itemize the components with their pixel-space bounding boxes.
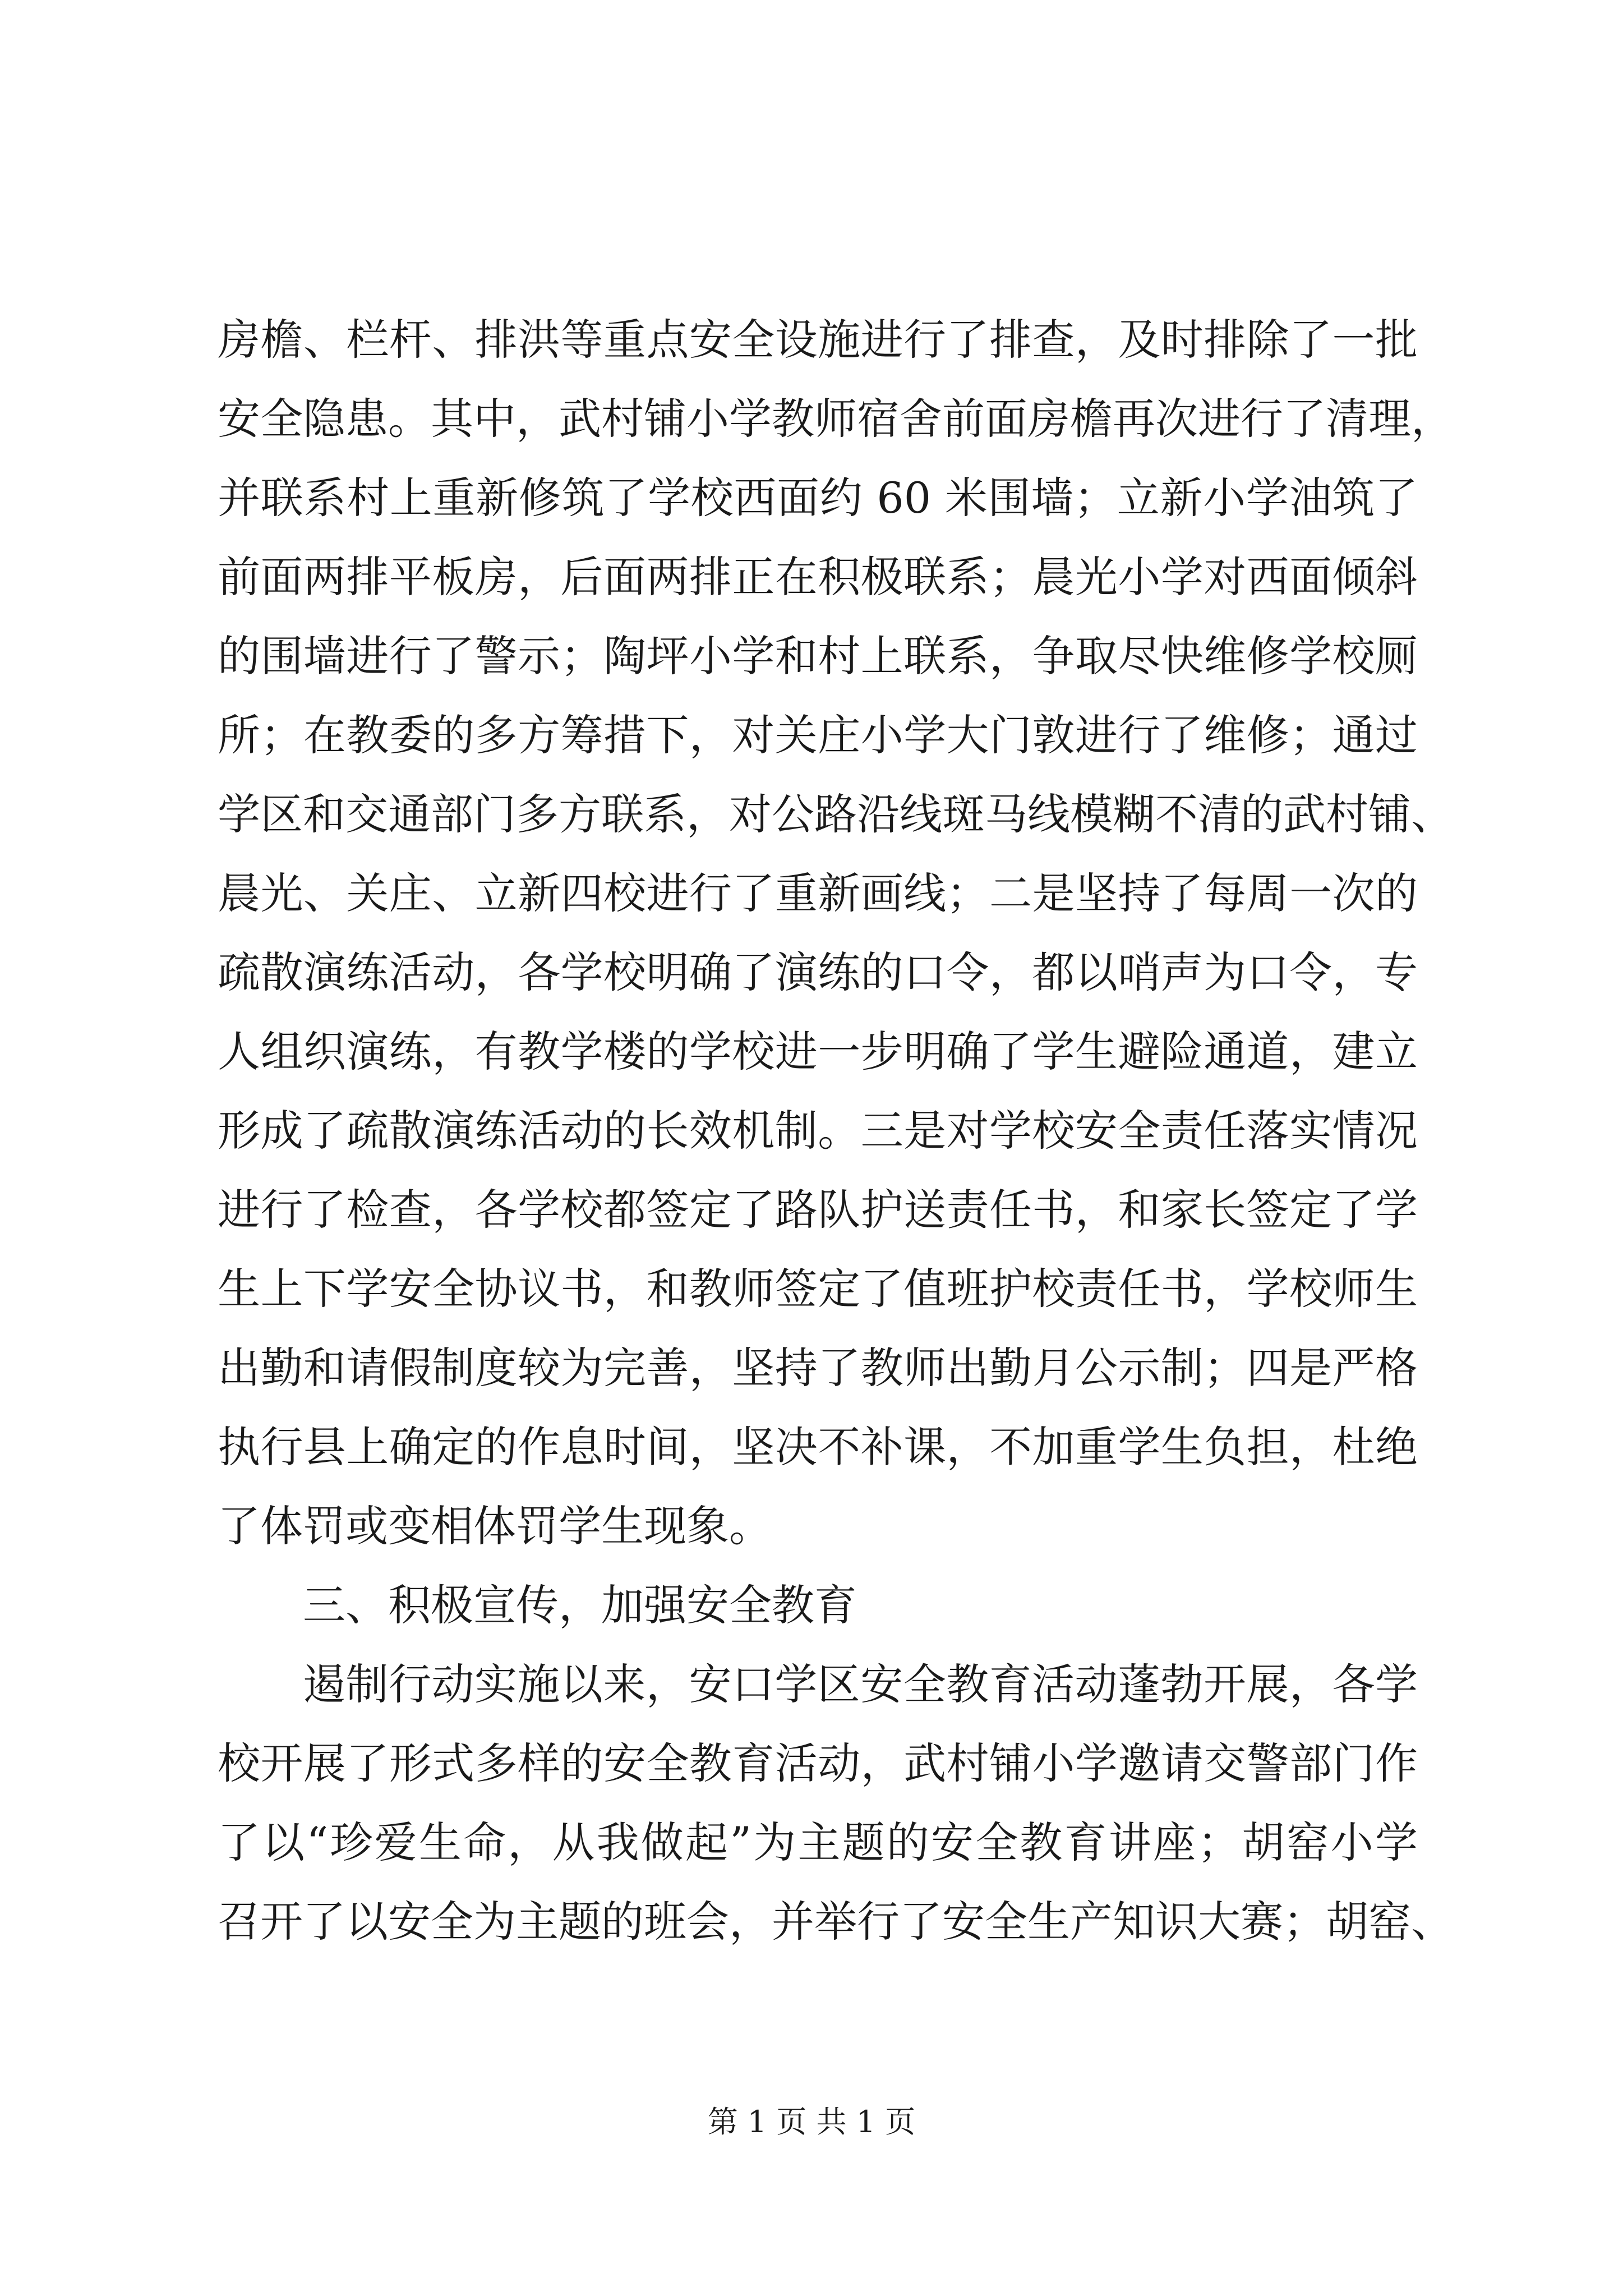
- text-line: 出勤和请假制度较为完善，坚持了教师出勤月公示制；四是严格: [218, 1343, 1418, 1393]
- text-line: 人组织演练，有教学楼的学校进一步明确了学生避险通道，建立: [218, 1027, 1418, 1076]
- text-line: 前面两排平板房，后面两排正在积极联系；晨光小学对西面倾斜: [218, 552, 1418, 602]
- text-line: 所；在教委的多方筹措下，对关庄小学大门敦进行了维修；通过: [218, 710, 1418, 760]
- text-line: 了体罚或变相体罚学生现象。: [218, 1501, 772, 1551]
- text-line: 遏制行动实施以来，安口学区安全教育活动蓬勃开展，各学: [303, 1659, 1418, 1709]
- text-line: 进行了检查，各学校都签定了路队护送责任书，和家长签定了学: [218, 1185, 1418, 1235]
- text-line: 召开了以安全为主题的班会，并举行了安全生产知识大赛；胡窑、: [218, 1897, 1454, 1947]
- text-line: 校开展了形式多样的安全教育活动，武村铺小学邀请交警部门作: [218, 1738, 1418, 1788]
- text-line: 学区和交通部门多方联系，对公路沿线斑马线模糊不清的武村铺、: [218, 789, 1454, 839]
- text-line: 执行县上确定的作息时间，坚决不补课，不加重学生负担，杜绝: [218, 1422, 1418, 1472]
- text-line: 的围墙进行了警示；陶坪小学和村上联系，争取尽快维修学校厕: [218, 631, 1418, 681]
- text-line: 疏散演练活动，各学校明确了演练的口令，都以哨声为口令，专: [218, 947, 1418, 997]
- text-line: 安全隐患。其中，武村铺小学教师宿舍前面房檐再次进行了清理，: [218, 394, 1454, 444]
- page-footer: 第 1 页 共 1 页: [707, 2104, 916, 2139]
- section-heading: 三、积极宣传，加强安全教育: [303, 1580, 857, 1630]
- text-line: 房檐、栏杆、排洪等重点安全设施进行了排查，及时排除了一批: [218, 315, 1418, 365]
- text-line: 并联系村上重新修筑了学校西面约 60 米围墙；立新小学油筑了: [218, 473, 1418, 523]
- text-line: 了以“珍爱生命，从我做起”为主题的安全教育讲座；胡窑小学: [218, 1818, 1418, 1867]
- body-text: [218, 300, 1454, 1961]
- text-line: 晨光、关庄、立新四校进行了重新画线；二是坚持了每周一次的: [218, 868, 1418, 918]
- text-line: 形成了疏散演练活动的长效机制。三是对学校安全责任落实情况: [218, 1106, 1418, 1156]
- text-line: 生上下学安全协议书，和教师签定了值班护校责任书，学校师生: [218, 1264, 1418, 1314]
